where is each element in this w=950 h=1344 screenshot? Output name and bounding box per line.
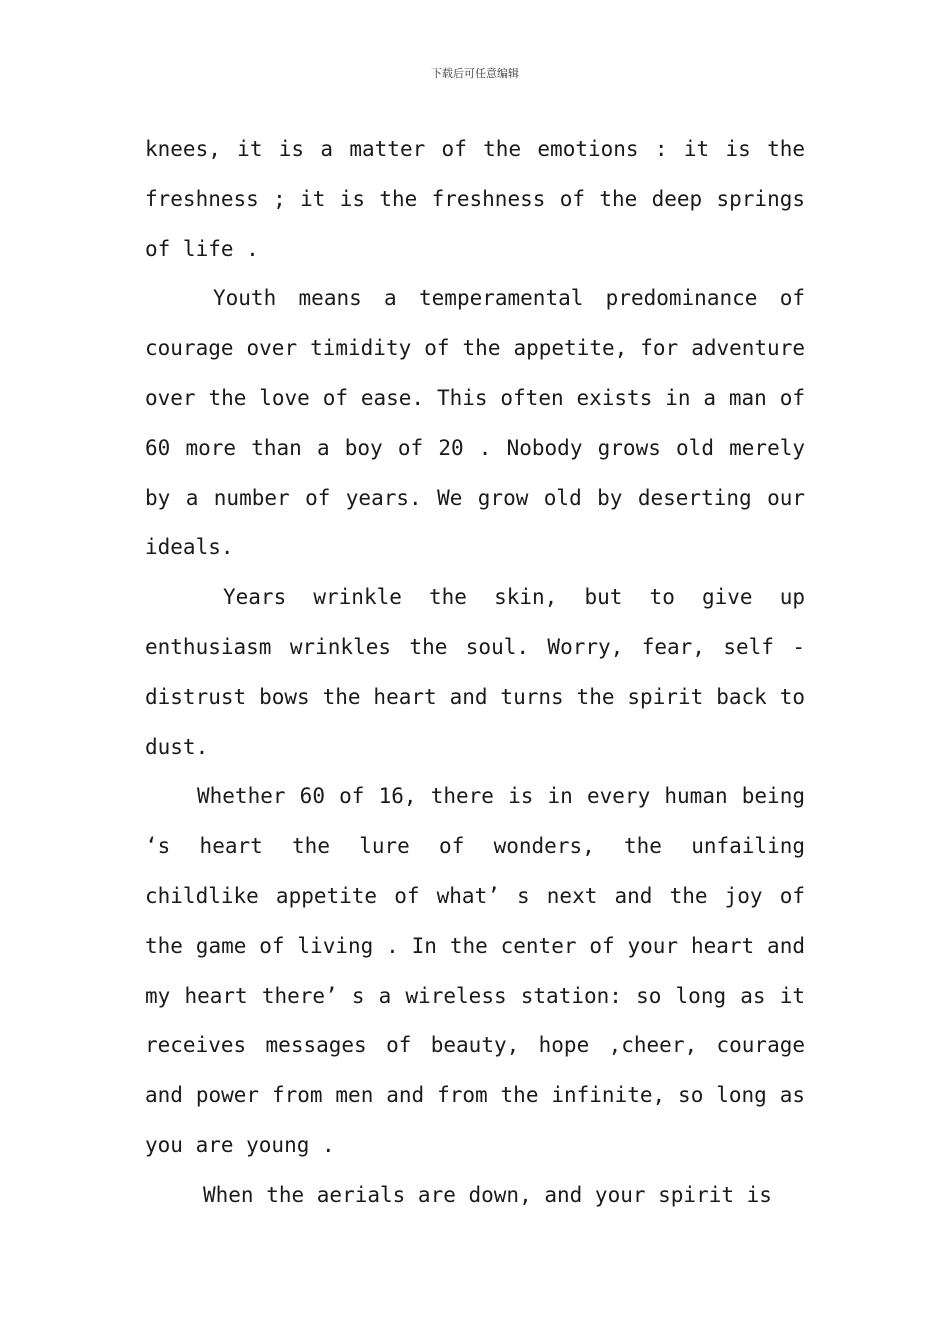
- paragraph-5: When the aerials are down, and your spirit is: [203, 1182, 772, 1207]
- document-body: [145, 125, 805, 1221]
- paragraph-2: Youth means a temperamental predominance of courage over timidity of the appetite, for adventure over the love of ease. This often exists in a man of 60 more than a boy of 20 . Nobody grows old merely by a number of years. We grow old by deserting our ideals.: [145, 286, 805, 560]
- paragraph-1: knees, it is a matter of the emotions : it is the freshness ; it is the freshness of the deep springs of life .: [145, 137, 805, 261]
- header-note: 下载后可任意编辑: [431, 67, 519, 80]
- paragraph-4: Whether 60 of 16, there is in every human being ‘s heart the lure of wonders, the unfailing childlike appetite of what’ s next and the joy of the game of living . In the center of your heart and my heart there’ s a wireless station: so long as it receives messages of beauty, hope ,cheer, courage and power from men and from the infinite, so long as you are young .: [145, 784, 805, 1157]
- paragraph-3: Years wrinkle the skin, but to give up enthusiasm wrinkles the soul. Worry, fear, self - distrust bows the heart and turns the spirit back to dust.: [145, 585, 805, 759]
